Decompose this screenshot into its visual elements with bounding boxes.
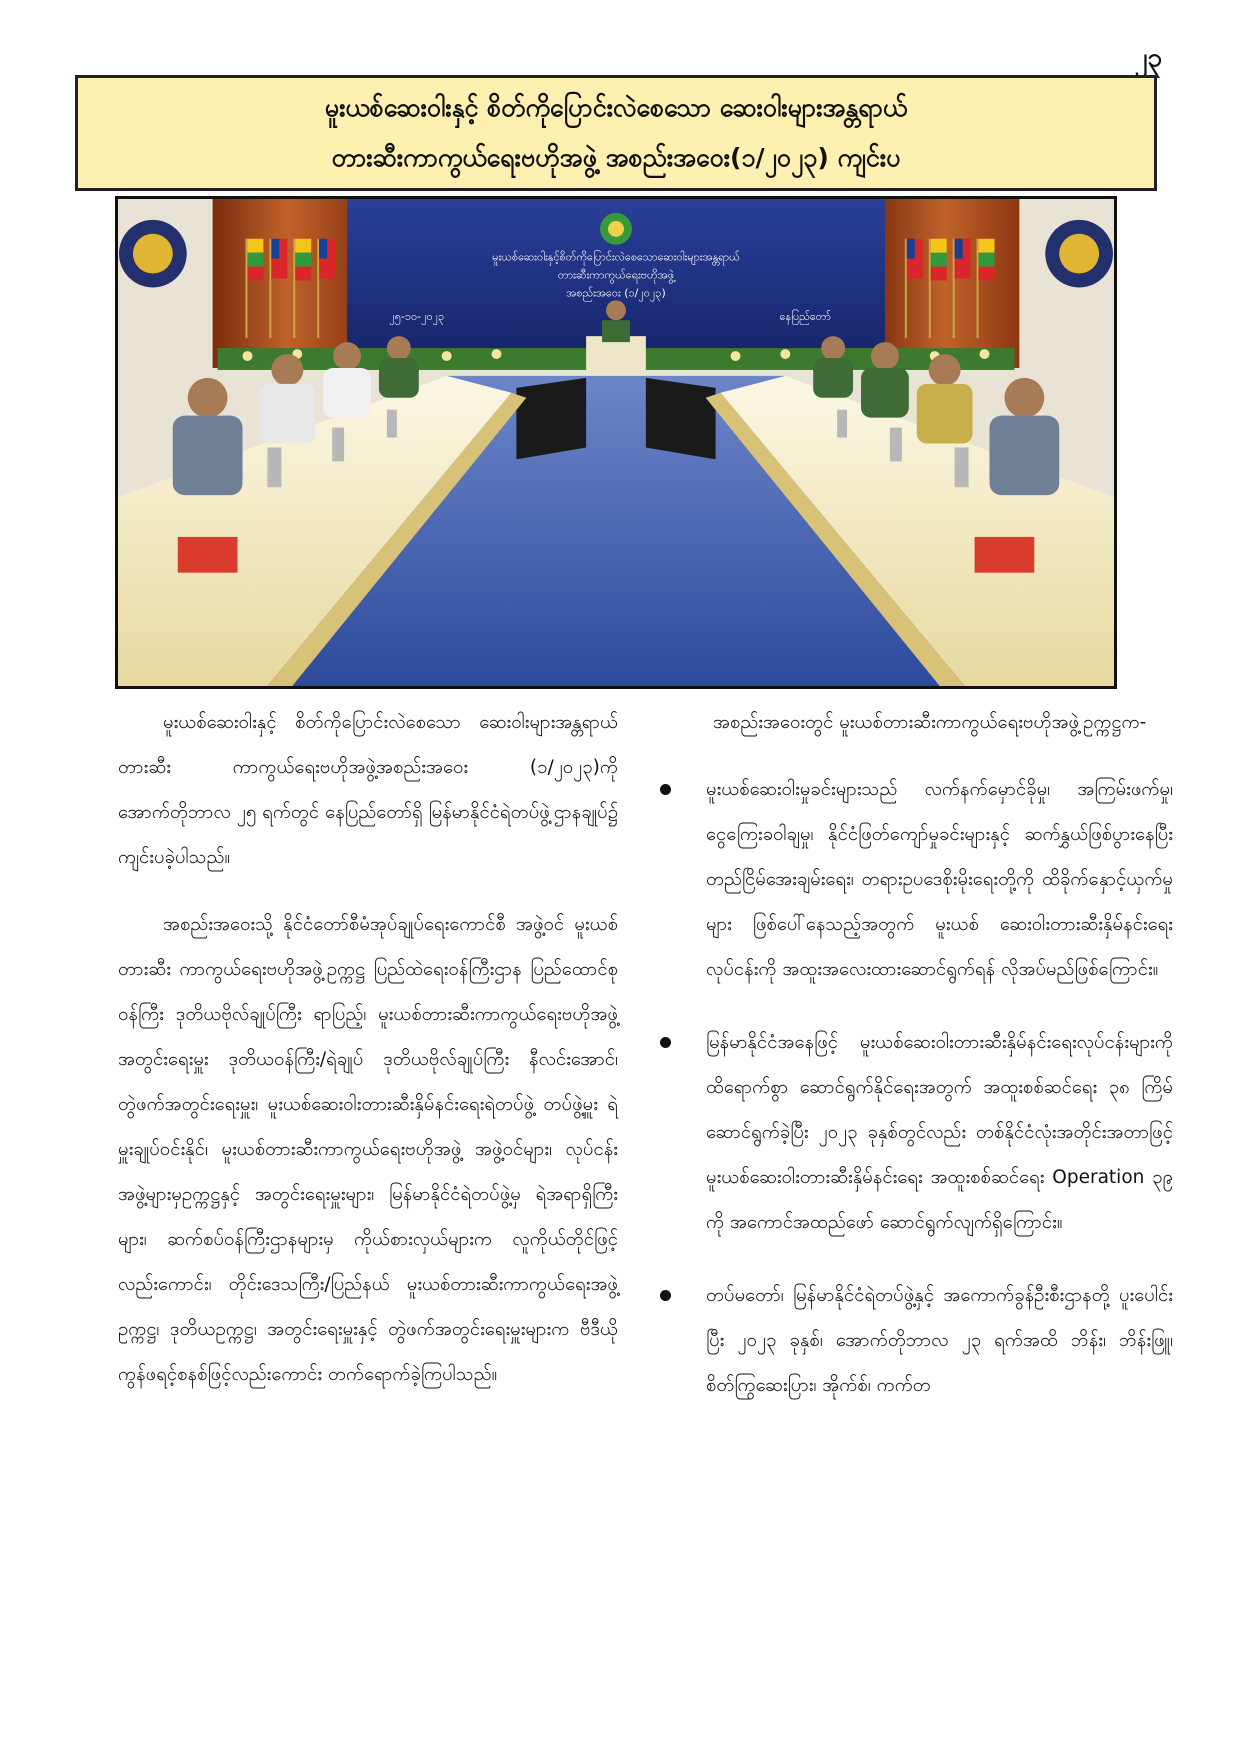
right-intro-paragraph: အစည်းအဝေးတွင် မူးယစ်တားဆီးကာကွယ်ရေးဗဟိုအဖွဲ့ဥက္ကဋ္ဌက- bbox=[713, 712, 1147, 733]
left-paragraph: မူးယစ်ဆေးဝါးနှင့် စိတ်ကိုပြောင်းလဲစေသော ဆေးဝါးများအန္တရာယ် တားဆီး ကာကွယ်ရေးဗဟိုအဖွဲ့အစည်းအဝေး (၁/၂၀၂၃)ကို အောက်တိုဘာလ ၂၅ ရက်တွင် နေပြည်တော်ရှိ မြန်မာနိုင်ငံရဲတပ်ဖွဲ့ဌာနချုပ်၌ ကျင်းပခဲ့ပါသည်။ bbox=[118, 712, 618, 868]
bullet-item: မြန်မာနိုင်ငံအနေဖြင့် မူးယစ်ဆေးဝါးတားဆီးနှိမ်နင်းရေးလုပ်ငန်းများကို ထိရောက်စွာ ဆောင်ရွက်နိုင်ရေးအတွက် အထူးစစ်ဆင်ရေး ၃၈ ကြိမ်ဆောင်ရွက်ခဲ့ပြီး ၂၀၂၃ ခုနှစ်တွင်လည်း တစ်နိုင်ငံလုံးအတိုင်းအတာဖြင့် မူးယစ်ဆေးဝါးတားဆီးနှိမ်နင်းရေး အထူးစစ်ဆင်ရေး Operation ၃၉ ကို အကောင်အထည်ဖော် ဆောင်ရွက်လျက်ရှိကြောင်း။ bbox=[668, 1020, 1173, 1245]
article-title-line-1: မူးယစ်ဆေးဝါးနှင့် စိတ်ကိုပြောင်းလဲစေသော ဆေးဝါးများအန္တရာယ် bbox=[324, 93, 908, 122]
banner-place: နေပြည်တော် bbox=[779, 310, 831, 324]
page-number: ၂၃ bbox=[1134, 43, 1162, 73]
left-paragraph: အစည်းအဝေးသို့ နိုင်ငံတော်စီမံအုပ်ချုပ်ရေးကောင်စီ အဖွဲ့ဝင် မူးယစ်တားဆီး ကာကွယ်ရေးဗဟိုအဖွဲ့ဥက္ကဋ္ဌ ပြည်ထဲရေးဝန်ကြီးဌာန ပြည်ထောင်စုဝန်ကြီး ဒုတိယဗိုလ်ချုပ်ကြီး ရာပြည့်၊ မူးယစ်တားဆီးကာကွယ်ရေးဗဟိုအဖွဲ့အတွင်းရေးမှူး ဒုတိယဝန်ကြီး/ရဲချုပ် ဒုတိယဗိုလ်ချုပ်ကြီး နီလင်းအောင်၊ တွဲဖက်အတွင်းရေးမှူး၊ မူးယစ်ဆေးဝါးတားဆီးနှိမ်နင်းရေးရဲတပ်ဖွဲ့ တပ်ဖွဲ့မှူး ရဲမှူးချုပ်ဝင်းနိုင်၊ မူးယစ်တားဆီးကာကွယ်ရေးဗဟိုအဖွဲ့ အဖွဲ့ဝင်များ၊ လုပ်ငန်းအဖွဲ့များမှဥက္ကဋ္ဌနှင့် အတွင်းရေးမှူးများ၊ မြန်မာနိုင်ငံရဲတပ်ဖွဲ့မှ ရဲအရာရှိကြီးများ၊ ဆက်စပ်ဝန်ကြီးဌာနများမှ ကိုယ်စားလှယ်များက လူကိုယ်တိုင်ဖြင့်လည်းကောင်း၊ တိုင်းဒေသကြီး/ပြည်နယ် မူးယစ်တားဆီးကာကွယ်ရေးအဖွဲ့ဥက္ကဋ္ဌ၊ ဒုတိယဥက္ကဋ္ဌ၊ အတွင်းရေးမှူးနှင့် တွဲဖက်အတွင်းရေးမှူးများက ဗီဒီယိုကွန်ဖရင့်စနစ်ဖြင့်လည်းကောင်း တက်ရောက်ခဲ့ကြပါသည်။ bbox=[118, 914, 618, 1385]
banner-line-1: မူးယစ်ဆေးဝါးနှင့်စိတ်ကိုပြောင်းလဲစေသောဆေးဝါးများအန္တရာယ် bbox=[492, 250, 740, 264]
left-column bbox=[118, 700, 618, 1419]
bullet-list bbox=[668, 767, 1173, 1408]
banner-line-2: တားဆီးကာကွယ်ရေးဗဟိုအဖွဲ့ bbox=[557, 268, 675, 282]
article-title-line-2: တားဆီးကာကွယ်ရေးဗဟိုအဖွဲ့ အစည်းအဝေး(၁/၂၀၂၃) ကျင်းပ bbox=[331, 143, 901, 172]
bullet-item: မူးယစ်ဆေးဝါးမှုခင်းများသည် လက်နက်မှောင်ခိုမှု၊ အကြမ်းဖက်မှု၊ ငွေကြေးခဝါချမှု၊ နိုင်ငံဖြတ်ကျော်မှုခင်းများနှင့် ဆက်နွှယ်ဖြစ်ပွားနေပြီး တည်ငြိမ်အေးချမ်းရေး၊ တရားဥပဒေစိုးမိုးရေးတို့ကို ထိခိုက်နှောင့်ယှက်မှုများ ဖြစ်ပေါ်နေသည့်အတွက် မူးယစ် ဆေးဝါးတားဆီးနှိမ်နင်းရေးလုပ်ငန်းကို အထူးအလေးထားဆောင်ရွက်ရန် လိုအပ်မည်ဖြစ်ကြောင်း။ bbox=[668, 767, 1173, 992]
meeting-photo bbox=[115, 196, 1117, 689]
bullet-item: တပ်မတော်၊ မြန်မာနိုင်ငံရဲတပ်ဖွဲ့နှင့် အကောက်ခွန်ဦးစီးဌာနတို့ ပူးပေါင်းပြီး ၂၀၂၃ ခုနှစ်၊ အောက်တိုဘာလ ၂၃ ရက်အထိ ဘိန်း၊ ဘိန်းဖြူ၊ စိတ်ကြွဆေးပြား၊ အိုက်စ်၊ ကက်တ bbox=[668, 1273, 1173, 1408]
meeting-photo-illustration bbox=[118, 199, 1114, 686]
banner-line-3: အစည်းအဝေး (၁/၂၀၂၃) bbox=[566, 286, 666, 300]
banner-date: ၂၅-၁၀-၂၀၂၃ bbox=[389, 310, 445, 324]
right-column bbox=[668, 700, 1173, 1436]
article-title-box bbox=[75, 75, 1157, 191]
